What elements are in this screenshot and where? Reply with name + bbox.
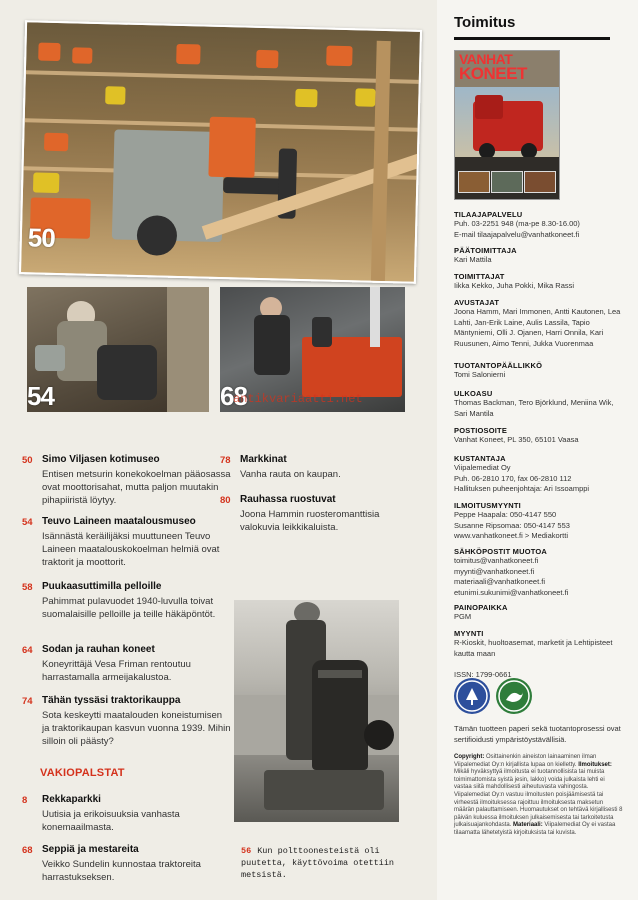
toc-description: Pahimmat pulavuodet 1940-luvulla toivat suomalaisille pelloille ja teille häkäpöntöt. [42, 596, 216, 621]
fine-print-text: Mikäli hyväksyttyä ilmoitusta ei tuotannollisista tai muista toimimattomista syistä jesin, lakko) voida julkaista lehti ei vastaa siitä mahdollisesti aiheutuvasta vahingosta. Viipalemediat Oy:n vastuu ilmoitusten poisjäämisestä tai virheestä ilmoituksessa rajoittuu ilmoituksesta maksetun määrän palauttamiseen. Huomautukset on tehtävä kirjallisesti 8 päivän kuluessa ilmoituksen julkaisemisesta tai tarkoitetusta julkaisuajankohdasta. [454, 769, 623, 829]
toc-description: Sota keskeytti maatalouden koneistumisen ja traktorikaupan kasvun vuonna 1939. Mihin silloin oli päästy? [42, 710, 231, 748]
toc-number: 78 [220, 455, 231, 466]
sidebar-block-sahkopostit [454, 547, 626, 598]
sidebar-block-body: PGM [454, 612, 472, 621]
sidebar-block-tuotantopaallikko [454, 361, 626, 381]
toc-description: Joona Hammin ruosteromanttisia valokuvia leikkikaluista. [240, 509, 380, 534]
caption-text: Kun polttoonesteistä oli puutetta, käyttövoima otettiin metsistä. [241, 846, 395, 880]
sidebar-block-body: Iikka Kekko, Juha Pokki, Mika Rassi [454, 281, 575, 290]
toc-number: 68 [22, 845, 33, 856]
magazine-cover-thumbnail [454, 50, 560, 200]
toc-number: 74 [22, 696, 33, 707]
sidebar-block-painopaikka [454, 603, 626, 623]
sidebar-block-body: Kari Mattila [454, 255, 492, 264]
sidebar-block-tilaajapalvelu [454, 210, 626, 240]
toc-description: Isännästä keräilijäksi muuttuneen Teuvo Laineen maatalouskokoelman helmiä ovat traktorit ja moottorit. [42, 531, 220, 569]
sidebar-block-heading: POSTIOSOITE [454, 426, 508, 435]
sidebar-block-body: Puh. 03-2251 948 (ma-pe 8.30-16.00) E-mail tilaajapalvelu@vanhatkoneet.fi [454, 219, 580, 239]
toc-title: Markkinat [240, 454, 287, 465]
toc-description: Uutisia ja erikoisuuksia vanhasta konemaailmasta. [42, 809, 180, 834]
sidebar-block-body: Joona Hamm, Mari Immonen, Antti Kautonen, Lea Lahti, Jan-Erik Laine, Aulis Lassila, Tapio Mäntyniemi, Olli J. Ojanen, Harri Onnila, Kari Ruusunen, Aimo Tenni, Jukka Vuorenmaa [454, 307, 621, 348]
toc-title: Sodan ja rauhan koneet [42, 644, 155, 655]
sidebar-block-postiosoite [454, 426, 626, 446]
sidebar-block-heading: MYYNTI [454, 629, 484, 638]
toc-title: Teuvo Laineen maatalousmuseo [42, 516, 196, 527]
sidebar-block-heading: PAINOPAIKKA [454, 603, 508, 612]
sidebar-block-body: Thomas Backman, Tero Björklund, Meniina Wik, Sari Mantila [454, 398, 614, 418]
toc-number: 8 [22, 795, 28, 806]
sidebar-block-body: Peppe Haapala: 050-4147 550 Susanne Ripsomaa: 050-4147 553 www.vanhatkoneet.fi > Mediakortti [454, 510, 570, 540]
page-number-68: 68 [220, 381, 247, 411]
sidebar-title: Toimitus [454, 14, 516, 31]
toc-description: Vanha rauta on kaupan. [240, 469, 341, 480]
sidebar-block-heading: ULKOASU [454, 389, 493, 398]
cover-logo-line2: KONEET [459, 64, 527, 83]
legal-fine-print [454, 754, 624, 838]
sidebar-block-heading: SÄHKÖPOSTIT MUOTOA [454, 547, 548, 556]
toc-number: 50 [22, 455, 33, 466]
section-heading-vakiopalstat: VAKIOPALSTAT [40, 767, 125, 779]
photo-teuvo-laine [27, 287, 209, 412]
sidebar-block-body: Tomi Salonierni [454, 370, 506, 379]
sidebar-block-ulkoasu [454, 389, 626, 419]
fine-print-text: Viipalemediat Oy ei vastaa tilaamatta lähetetyistä kirjoituksista tai kuvista. [454, 822, 616, 836]
toc-number: 54 [22, 517, 33, 528]
sidebar-block-paatoimittaja [454, 246, 626, 266]
toc-title: Tähän tyssäsi traktorikauppa [42, 695, 181, 706]
sidebar-block-heading: AVUSTAJAT [454, 298, 500, 307]
sidebar-block-heading: TILAAJAPALVELU [454, 210, 523, 219]
toc-number: 64 [22, 645, 33, 656]
sidebar-block-kustantaja [454, 454, 626, 495]
sidebar-block-myynti [454, 629, 626, 680]
sidebar-block-ilmoitusmyynti [454, 501, 626, 542]
fine-print-label: Materiaali: [513, 822, 543, 829]
sidebar-block-toimittajat [454, 272, 626, 292]
toc-title: Rekkaparkki [42, 794, 101, 805]
sidebar-block-heading: PÄÄTOIMITTAJA [454, 246, 517, 255]
sidebar-block-body: R-Kioskit, huoltoasemat, marketit ja Lehtipisteet kautta maan ISSN: 1799-0661 [454, 638, 613, 679]
watermark-text: antikvariaatti.net [233, 392, 363, 406]
photo-wood-gas-generator [234, 600, 399, 822]
sidebar-block-heading: TUOTANTOPÄÄLLIKKÖ [454, 361, 543, 370]
fine-print-label: Copyright: [454, 754, 485, 760]
cover-logo [459, 53, 527, 82]
toc-title: Rauhassa ruostuvat [240, 494, 336, 505]
fine-print-text: Osittainenkin aineiston lainaaminen ilman Viipalemediat Oy:n kirjallista lupaa on kielletty. [454, 754, 597, 768]
pefc-logo-icon [454, 678, 490, 714]
certification-text: Tämän tuotteen paperi sekä tuotantoprosessi ovat sertifioidusti ympäristöystävällisiä. [454, 724, 621, 744]
sidebar-block-heading: ILMOITUSMYYNTI [454, 501, 521, 510]
sidebar-block-heading: KUSTANTAJA [454, 454, 506, 463]
toc-description: Entisen metsurin konekokoelman pääosassa ovat moottorisahat, mutta paljon muutakin pihapiiristä löytyy. [42, 469, 231, 507]
sidebar-rule [454, 37, 610, 40]
cover-logo-line1: VANHAT [459, 51, 513, 67]
photo-caption [241, 845, 416, 881]
toc-title: Puukaasuttimilla pelloille [42, 581, 162, 592]
caption-page-number: 56 [241, 846, 252, 856]
sidebar-block-heading: TOIMITTAJAT [454, 272, 505, 281]
sidebar-block-avustajat [454, 298, 626, 349]
toc-description: Veikko Sundelin kunnostaa traktoreita harrastukseksen. [42, 859, 201, 884]
toc-title: Simo Viljasen kotimuseo [42, 454, 160, 465]
sidebar-block-body: Viipalemediat Oy Puh. 06-2810 170, fax 06-2810 112 Hallituksen puheenjohtaja: Ari Issoamppi [454, 463, 590, 493]
toc-number: 80 [220, 495, 231, 506]
sidebar-block-body: Vanhat Koneet, PL 350, 65101 Vaasa [454, 435, 579, 444]
photo-chainsaw-museum [19, 20, 422, 284]
toc-description: Koneyrittäjä Vesa Friman rentoutuu harrastamalla armeijakalustoa. [42, 659, 191, 684]
toc-title: Seppiä ja mestareita [42, 844, 139, 855]
fine-print-label: Ilmoitukset: [578, 761, 612, 768]
toc-number: 58 [22, 582, 33, 593]
sidebar-block-body: toimitus@vanhatkoneet.fi myynti@vanhatkoneet.fi materiaali@vanhatkoneet.fi etunimi.sukunimi@vanhatkoneet.fi [454, 556, 569, 597]
nordic-swan-logo-icon [496, 678, 532, 714]
page-number-54: 54 [27, 381, 54, 411]
page-number-50: 50 [27, 222, 56, 253]
